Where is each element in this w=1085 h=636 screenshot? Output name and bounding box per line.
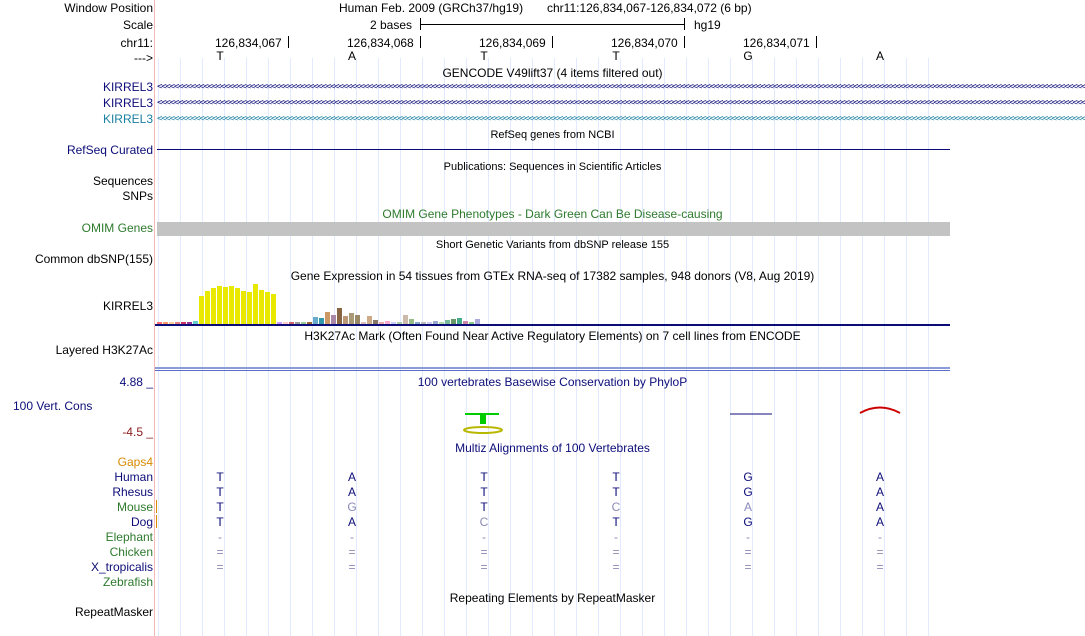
- gtex-tissue-bar[interactable]: [211, 288, 216, 324]
- window-range: chr11:126,834,067-126,834,072 (6 bp): [547, 1, 752, 15]
- guide-line: [378, 58, 379, 636]
- reference-base: G: [743, 49, 753, 63]
- guide-line: [818, 58, 819, 636]
- multiz-gaps-label: Gaps4: [117, 455, 153, 469]
- position-label: 126,834,069: [479, 36, 546, 50]
- species-base: T: [612, 470, 620, 484]
- species-base: A: [875, 470, 884, 484]
- species-base: A: [875, 515, 884, 529]
- reference-base: A: [347, 49, 356, 63]
- scale-value: 2 bases: [370, 18, 413, 32]
- guide-line: [400, 58, 401, 636]
- species-base: T: [480, 500, 488, 514]
- gtex-tissue-bar[interactable]: [253, 284, 258, 324]
- gencode-transcript-3[interactable]: <<<<<<<<<<<<<<<<<<<<<<<<<<<<<<<<<<<<<<<<<<<<<<<<<<<<<<<<<<<<<<<<<<<<<<<<<<<<<<<<<<<<<<<<<<<<<<<<<<<<<<<<<<<<<<<<<<<<<<<<<<<<<<<<<<<<<<<<<<<<<<<<<<<<<<<<<<<<<<<<<<<<<<<<<<<<<<<<<<<<<<<<<<<<<<<<<<<<<<<<<<<<<<<<<<<<<<<<<<<<: [157, 114, 1085, 124]
- species-base: =: [216, 545, 224, 559]
- gtex-gene-line: [155, 324, 950, 326]
- guide-line: [928, 58, 929, 636]
- guide-line: [268, 58, 269, 636]
- gtex-tissue-bar[interactable]: [337, 308, 342, 324]
- scale-bar-left-tick: [420, 18, 421, 30]
- refseq-label[interactable]: RefSeq Curated: [66, 143, 153, 157]
- gtex-tissue-bar[interactable]: [325, 312, 330, 324]
- gtex-expression-chart[interactable]: [157, 284, 950, 324]
- scale-assembly: hg19: [694, 18, 721, 32]
- species-base: A: [347, 485, 356, 499]
- species-base: G: [743, 515, 753, 529]
- omim-track-title[interactable]: OMIM Gene Phenotypes - Dark Green Can Be Disease-causing: [382, 207, 723, 221]
- gap-marker: [156, 515, 157, 528]
- species-base: T: [480, 485, 488, 499]
- scale-label: Scale: [122, 18, 153, 32]
- species-base: -: [350, 530, 354, 544]
- species-label[interactable]: Elephant: [105, 530, 153, 544]
- species-base: =: [480, 560, 488, 574]
- species-base: -: [218, 530, 222, 544]
- guide-line: [246, 58, 247, 636]
- position-label: 126,834,071: [743, 36, 810, 50]
- guide-line: [642, 58, 643, 636]
- species-base: T: [612, 515, 620, 529]
- species-base: =: [876, 560, 884, 574]
- reference-base: A: [875, 49, 884, 63]
- guide-line: [730, 58, 731, 636]
- guide-line: [862, 58, 863, 636]
- species-label[interactable]: Human: [114, 470, 153, 484]
- gtex-tissue-bar[interactable]: [259, 290, 264, 324]
- species-base: A: [743, 500, 752, 514]
- scale-bar-right-tick: [684, 18, 685, 30]
- label-separator: [154, 0, 155, 636]
- species-base: =: [216, 560, 224, 574]
- species-base: T: [216, 485, 224, 499]
- repeatmasker-track-title[interactable]: Repeating Elements by RepeatMasker: [449, 591, 656, 605]
- species-base: =: [612, 545, 620, 559]
- position-tick: [684, 36, 685, 48]
- repeatmasker-label[interactable]: RepeatMasker: [74, 605, 153, 619]
- gtex-tissue-bar[interactable]: [403, 315, 408, 324]
- species-base: =: [744, 560, 752, 574]
- gtex-tissue-bar[interactable]: [247, 292, 252, 324]
- gencode-item-label[interactable]: KIRREL3: [102, 80, 153, 94]
- species-label[interactable]: Mouse: [116, 500, 153, 514]
- gtex-tissue-bar[interactable]: [199, 296, 204, 324]
- position-label: 126,834,067: [215, 36, 282, 50]
- gtex-tissue-bar[interactable]: [313, 317, 318, 324]
- guide-line: [576, 58, 577, 636]
- omim-label[interactable]: OMIM Genes: [81, 221, 153, 235]
- species-base: G: [743, 470, 753, 484]
- gtex-tissue-bar[interactable]: [235, 288, 240, 324]
- gencode-item-label[interactable]: KIRREL3: [102, 96, 153, 110]
- species-base: C: [611, 500, 621, 514]
- publications-sequences-label[interactable]: Sequences: [92, 174, 153, 188]
- guide-line: [466, 58, 467, 636]
- position-tick: [288, 36, 289, 48]
- species-base: A: [875, 500, 884, 514]
- guide-line: [598, 58, 599, 636]
- gencode-transcript-1[interactable]: <<<<<<<<<<<<<<<<<<<<<<<<<<<<<<<<<<<<<<<<<<<<<<<<<<<<<<<<<<<<<<<<<<<<<<<<<<<<<<<<<<<<<<<<<<<<<<<<<<<<<<<<<<<<<<<<<<<<<<<<<<<<<<<<<<<<<<<<<<<<<<<<<<<<<<<<<<<<<<<<<<<<<<<<<<<<<<<<<<<<<<<<<<<<<<<<<<<<<<<<<<<<<<<<<<<<<<<<<<<<: [157, 82, 1085, 92]
- guide-line: [444, 58, 445, 636]
- species-base: T: [480, 470, 488, 484]
- guide-line: [796, 58, 797, 636]
- publications-track-title[interactable]: Publications: Sequences in Scientific Articles: [443, 161, 662, 173]
- phylop-signal[interactable]: [155, 400, 950, 440]
- gtex-track-title[interactable]: Gene Expression in 54 tissues from GTEx RNA-seq of 17382 samples, 948 donors (V8, Aug 2019): [290, 269, 815, 283]
- species-base: T: [216, 470, 224, 484]
- refseq-track-title[interactable]: RefSeq genes from NCBI: [490, 129, 615, 141]
- species-base: =: [612, 560, 620, 574]
- gtex-tissue-bar[interactable]: [367, 316, 372, 324]
- refseq-gene-line[interactable]: [157, 149, 950, 150]
- gap-marker: [156, 500, 157, 513]
- species-base: C: [479, 515, 489, 529]
- species-base: G: [743, 485, 753, 499]
- gtex-tissue-bar[interactable]: [241, 291, 246, 324]
- species-label[interactable]: Dog: [130, 515, 153, 529]
- guide-line: [180, 58, 181, 636]
- species-base: T: [612, 485, 620, 499]
- guide-line: [532, 58, 533, 636]
- guide-line: [510, 58, 511, 636]
- gtex-gene-label[interactable]: KIRREL3: [102, 299, 153, 313]
- chrom-label: chr11:: [120, 36, 153, 50]
- gtex-tissue-bar[interactable]: [343, 316, 348, 324]
- species-base: A: [347, 470, 356, 484]
- phylop-min-label: -4.5 _: [122, 425, 153, 439]
- species-base: A: [347, 515, 356, 529]
- species-base: -: [482, 530, 486, 544]
- h3k27ac-track-title[interactable]: H3K27Ac Mark (Often Found Near Active Regulatory Elements) on 7 cell lines from ENCODE: [304, 329, 801, 343]
- dbsnp-label[interactable]: Common dbSNP(155): [34, 252, 153, 266]
- species-base: -: [746, 530, 750, 544]
- species-base: =: [876, 545, 884, 559]
- species-base: T: [216, 500, 224, 514]
- species-label[interactable]: Chicken: [109, 545, 153, 559]
- gtex-tissue-bar[interactable]: [223, 287, 228, 324]
- guide-line: [906, 58, 907, 636]
- phylop-track-title[interactable]: 100 vertebrates Basewise Conservation by PhyloP: [417, 375, 688, 389]
- gtex-tissue-bar[interactable]: [205, 291, 210, 324]
- guide-line: [334, 58, 335, 636]
- gencode-transcript-2[interactable]: <<<<<<<<<<<<<<<<<<<<<<<<<<<<<<<<<<<<<<<<<<<<<<<<<<<<<<<<<<<<<<<<<<<<<<<<<<<<<<<<<<<<<<<<<<<<<<<<<<<<<<<<<<<<<<<<<<<<<<<<<<<<<<<<<<<<<<<<<<<<<<<<<<<<<<<<<<<<<<<<<<<<<<<<<<<<<<<<<<<<<<<<<<<<<<<<<<<<<<<<<<<<<<<<<<<<<<<<<<<<: [157, 98, 1085, 108]
- gtex-tissue-bar[interactable]: [217, 286, 222, 324]
- phylop-label[interactable]: 100 Vert. Cons: [13, 399, 93, 413]
- reference-base: T: [216, 49, 224, 63]
- species-base: =: [348, 560, 356, 574]
- strand-label: --->: [134, 51, 153, 65]
- gtex-tissue-bar[interactable]: [265, 292, 270, 324]
- gencode-item-label[interactable]: KIRREL3: [102, 112, 153, 126]
- reference-base: T: [480, 49, 488, 63]
- species-base: A: [875, 485, 884, 499]
- phylop-max-label: 4.88 _: [119, 375, 153, 389]
- species-base: =: [744, 545, 752, 559]
- gencode-track-title[interactable]: GENCODE V49lift37 (4 items filtered out): [442, 66, 663, 80]
- dbsnp-track-title[interactable]: Short Genetic Variants from dbSNP release 155: [435, 239, 670, 251]
- species-base: T: [216, 515, 224, 529]
- h3k27ac-baseline-2: [155, 370, 950, 371]
- h3k27ac-baseline-1: [155, 367, 950, 369]
- assembly-title: Human Feb. 2009 (GRCh37/hg19): [339, 1, 524, 15]
- guide-line: [686, 58, 687, 636]
- gtex-tissue-bar[interactable]: [331, 315, 336, 324]
- position-label: 126,834,068: [347, 36, 414, 50]
- scale-bar: [420, 24, 684, 25]
- reference-base: T: [612, 49, 620, 63]
- guide-line: [708, 58, 709, 636]
- guide-line: [664, 58, 665, 636]
- guide-line: [554, 58, 555, 636]
- guide-line: [290, 58, 291, 636]
- multiz-track-title[interactable]: Multiz Alignments of 100 Vertebrates: [455, 441, 650, 455]
- species-base: -: [878, 530, 882, 544]
- window-position-label: Window Position: [64, 1, 153, 15]
- guide-line: [202, 58, 203, 636]
- guide-line: [312, 58, 313, 636]
- publications-snps-label[interactable]: SNPs: [122, 189, 153, 203]
- species-base: -: [614, 530, 618, 544]
- position-label: 126,834,070: [611, 36, 678, 50]
- guide-line: [840, 58, 841, 636]
- gtex-tissue-bar[interactable]: [229, 286, 234, 324]
- species-label[interactable]: X_tropicalis: [90, 560, 153, 574]
- guide-line: [422, 58, 423, 636]
- gtex-tissue-bar[interactable]: [271, 294, 276, 324]
- gtex-tissue-bar[interactable]: [355, 315, 360, 324]
- species-label[interactable]: Zebrafish: [102, 575, 153, 589]
- position-tick: [552, 36, 553, 48]
- guide-line: [158, 58, 159, 636]
- omim-gene-bar[interactable]: [157, 222, 950, 236]
- h3k27ac-label[interactable]: Layered H3K27Ac: [55, 343, 153, 357]
- position-tick: [420, 36, 421, 48]
- species-base: G: [347, 500, 357, 514]
- gtex-tissue-bar[interactable]: [349, 313, 354, 324]
- guide-line: [774, 58, 775, 636]
- position-tick: [816, 36, 817, 48]
- species-base: =: [480, 545, 488, 559]
- species-base: =: [348, 545, 356, 559]
- species-label[interactable]: Rhesus: [112, 485, 153, 499]
